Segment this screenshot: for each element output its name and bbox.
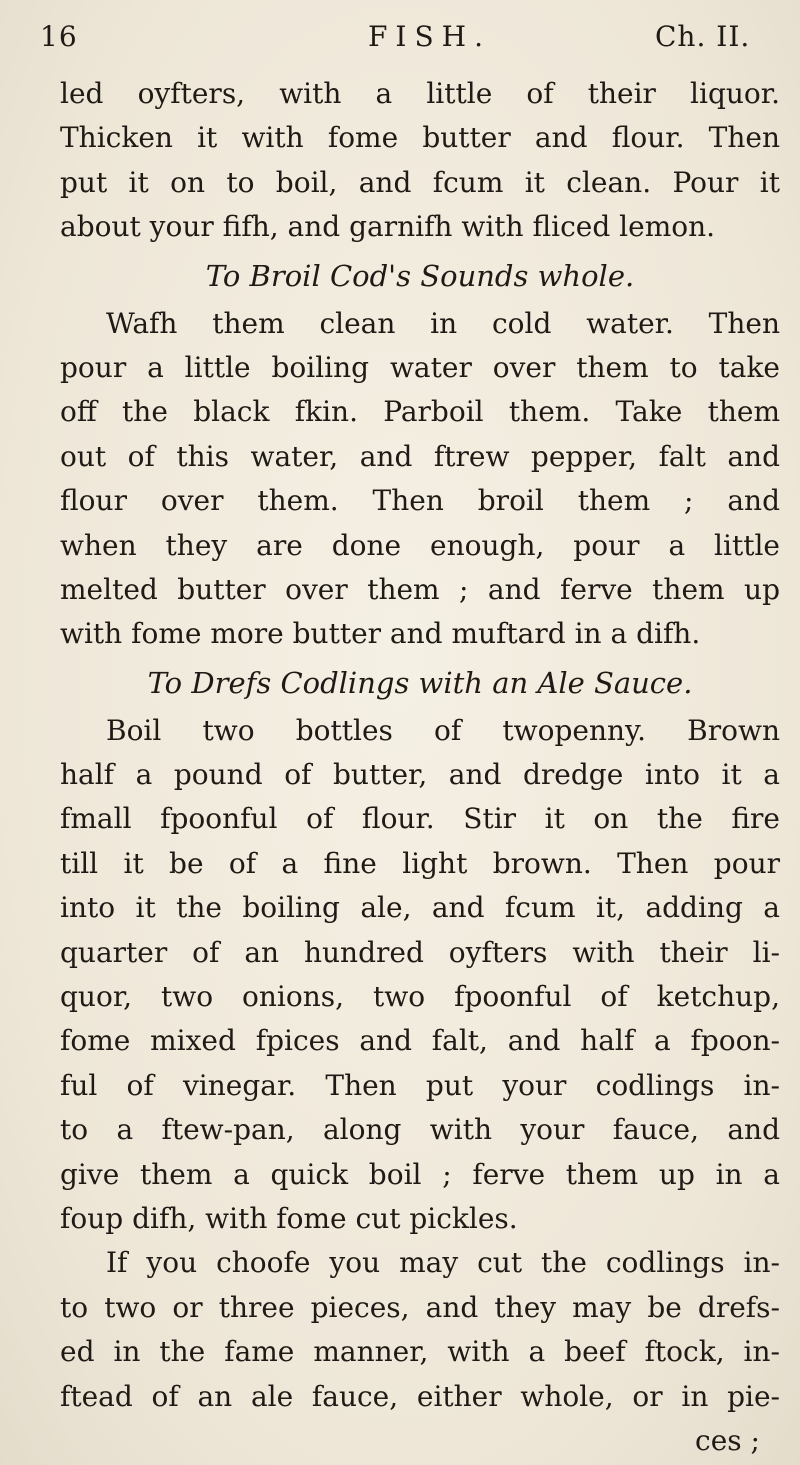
text-line: foup difh, with fome cut pickles. — [60, 1201, 518, 1235]
text-line: out of this water, and ftrew pepper, falt and — [60, 439, 780, 473]
text-line: when they are done enough, pour a little — [60, 528, 780, 562]
text-line: flour over them. Then broil them ; and — [60, 484, 780, 518]
recipe-heading: To Drefs Codlings with an Ale Sauce. — [147, 665, 693, 700]
text-line: to a ftew-pan, along with your fauce, and — [60, 1113, 780, 1147]
text-line: fome mixed fpices and falt, and half a fpoon- — [60, 1024, 780, 1058]
paragraph-3 — [60, 709, 780, 1242]
text-line: fmall fpoonful of flour. Stir it on the fire — [60, 802, 780, 836]
text-line: about your fifh, and garnifh with fliced lemon. — [60, 210, 716, 244]
paragraph-1 — [60, 72, 780, 250]
text-line: to two or three pieces, and they may be drefs- — [60, 1290, 780, 1324]
catchword: ces ; — [695, 1423, 760, 1457]
text-line: ed in the fame manner, with a beef ftock, in- — [60, 1335, 780, 1369]
text-line: Thicken it with fome butter and flour. Then — [60, 121, 780, 155]
recipe-heading: To Broil Cod's Sounds whole. — [205, 258, 635, 293]
text-line: led oyfters, with a little of their liquor. — [60, 77, 780, 110]
paragraph-4 — [60, 1241, 780, 1419]
page-number: 16 — [40, 20, 78, 53]
text-line: put it on to boil, and fcum it clean. Pour it — [60, 165, 780, 199]
chapter-label: Ch. II. — [655, 20, 751, 53]
text-line: off the black fkin. Parboil them. Take them — [60, 395, 780, 429]
text-line: melted butter over them ; and ferve them up — [60, 572, 780, 606]
text-line: into it the boiling ale, and fcum it, adding a — [60, 891, 780, 925]
text-line: quor, two onions, two fpoonful of ketchup, — [60, 980, 780, 1014]
text-line: half a pound of butter, and dredge into it a — [60, 758, 780, 792]
text-line: quarter of an hundred oyfters with their li- — [60, 935, 780, 969]
page-body — [60, 72, 780, 1463]
text-line: Wafh them clean in cold water. Then — [106, 306, 780, 340]
text-line: pour a little boiling water over them to take — [60, 350, 780, 384]
text-line: with fome more butter and muftard in a difh. — [60, 617, 701, 651]
text-line: ful of vinegar. Then put your codlings in- — [60, 1068, 780, 1102]
text-line: till it be of a fine light brown. Then pour — [60, 846, 780, 880]
text-line: If you choofe you may cut the codlings in- — [106, 1246, 780, 1280]
text-line: give them a quick boil ; ferve them up in a — [60, 1157, 780, 1191]
text-line: Boil two bottles of twopenny. Brown — [106, 713, 780, 747]
page-header — [0, 20, 800, 70]
paragraph-2 — [60, 302, 780, 657]
text-line: ftead of an ale fauce, either whole, or in pie- — [60, 1379, 780, 1413]
running-head: FISH. — [368, 20, 491, 53]
